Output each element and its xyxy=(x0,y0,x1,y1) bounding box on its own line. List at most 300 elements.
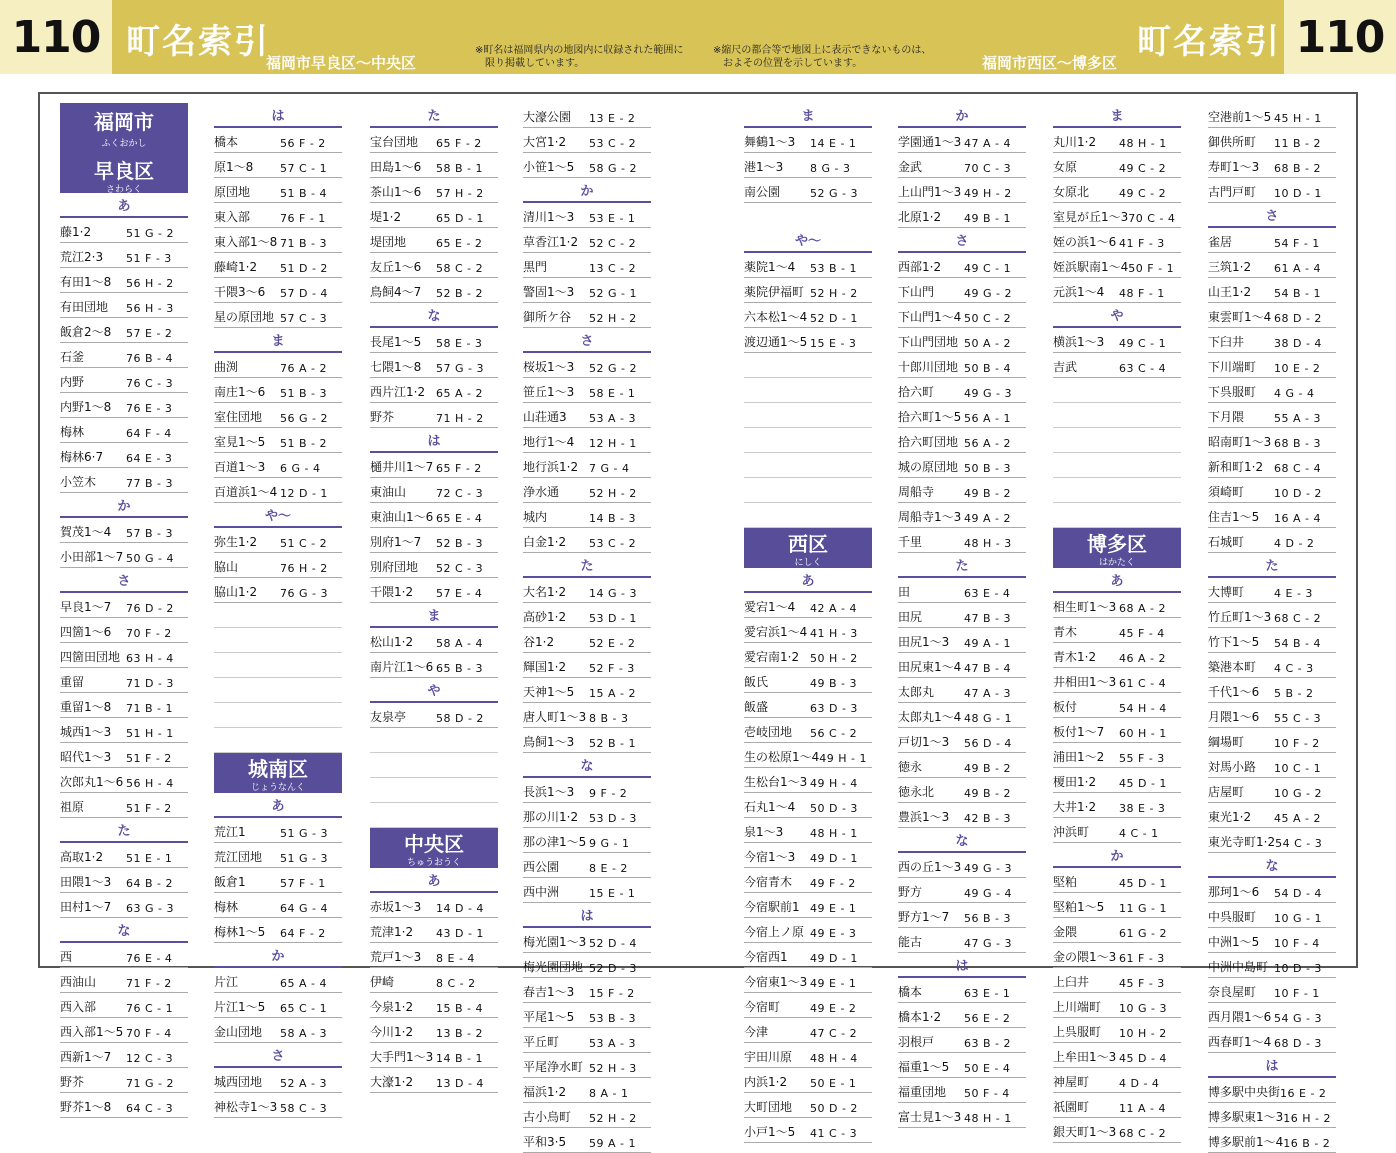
map-grid-ref: 4 E - 3 xyxy=(1274,587,1313,600)
town-name: 唐人町1〜3 xyxy=(523,710,587,724)
town-entry xyxy=(898,803,1026,828)
town-name: 西片江1·2 xyxy=(370,385,426,399)
town-name: 那の川1·2 xyxy=(523,810,579,824)
town-name: 西部1·2 xyxy=(898,260,942,274)
town-name: 金武 xyxy=(898,160,923,174)
town-name: 松山1·2 xyxy=(370,635,414,649)
kana-section-header: ま xyxy=(744,103,872,128)
kana-section-header: あ xyxy=(370,868,498,893)
map-grid-ref: 47 B - 3 xyxy=(964,612,1012,625)
map-grid-ref: 50 B - 4 xyxy=(964,362,1012,375)
ward-reading: ちゅうおうく xyxy=(406,858,461,868)
town-name: 拾六町団地 xyxy=(898,435,959,449)
town-name: 笹丘1〜3 xyxy=(523,385,575,399)
town-name: 堅粕 xyxy=(1053,875,1078,889)
town-entry xyxy=(370,353,498,378)
map-grid-ref: 45 A - 2 xyxy=(1274,812,1321,825)
map-grid-ref: 52 G - 3 xyxy=(810,187,858,200)
town-entry xyxy=(523,653,651,678)
town-entry xyxy=(1208,928,1336,953)
map-grid-ref: 45 F - 4 xyxy=(1119,627,1165,640)
town-entry xyxy=(370,1018,498,1043)
town-name: 那の津1〜5 xyxy=(523,835,587,849)
town-entry xyxy=(214,378,342,403)
town-name: 上臼井 xyxy=(1053,975,1090,989)
map-grid-ref: 49 H - 2 xyxy=(964,187,1012,200)
town-name: 能古 xyxy=(898,935,923,949)
blank-row xyxy=(1053,478,1181,503)
map-grid-ref: 57 C - 3 xyxy=(280,312,328,325)
town-entry xyxy=(370,653,498,678)
map-grid-ref: 68 C - 2 xyxy=(1119,1127,1167,1140)
map-grid-ref: 10 D - 2 xyxy=(1274,487,1322,500)
map-grid-ref: 76 E - 3 xyxy=(126,402,173,415)
town-entry xyxy=(370,553,498,578)
town-name: 東入部 xyxy=(214,210,251,224)
town-name: 山王1·2 xyxy=(1208,285,1252,299)
town-name: 千代1〜6 xyxy=(1208,685,1260,699)
town-entry xyxy=(214,253,342,278)
town-entry xyxy=(60,243,188,268)
town-name: 今川1·2 xyxy=(370,1025,414,1039)
town-entry xyxy=(523,228,651,253)
kana-section-header: さ xyxy=(1208,203,1336,228)
town-name: 弥生1·2 xyxy=(214,535,258,549)
town-entry xyxy=(370,993,498,1018)
town-entry xyxy=(214,453,342,478)
kana-section-header: さ xyxy=(898,228,1026,253)
town-name: 女原 xyxy=(1053,160,1078,174)
town-name: 青木 xyxy=(1053,625,1078,639)
town-entry xyxy=(60,1068,188,1093)
town-entry xyxy=(1053,1043,1181,1068)
index-column xyxy=(744,103,872,1143)
town-entry xyxy=(370,478,498,503)
map-grid-ref: 8 A - 1 xyxy=(589,1087,629,1100)
map-grid-ref: 53 A - 3 xyxy=(589,1037,636,1050)
map-grid-ref: 49 B - 2 xyxy=(964,487,1012,500)
map-grid-ref: 58 C - 2 xyxy=(436,262,484,275)
town-name: 東入部1〜8 xyxy=(214,235,278,249)
town-entry xyxy=(60,893,188,918)
town-entry xyxy=(1208,378,1336,403)
town-name: 石城町 xyxy=(1208,535,1245,549)
town-name: 博多駅中央街 xyxy=(1208,1085,1281,1099)
town-entry xyxy=(214,278,342,303)
town-entry xyxy=(523,428,651,453)
town-name: 拾六町1〜5 xyxy=(898,410,962,424)
town-name: 御所ケ谷 xyxy=(523,310,572,324)
town-name: 御供所町 xyxy=(1208,135,1257,149)
town-entry xyxy=(523,803,651,828)
town-entry xyxy=(898,978,1026,1003)
map-grid-ref: 16 E - 2 xyxy=(1280,1087,1327,1100)
town-entry xyxy=(744,668,872,693)
town-name: 黒門 xyxy=(523,260,548,274)
map-grid-ref: 15 A - 2 xyxy=(589,687,636,700)
town-entry xyxy=(523,103,651,128)
town-entry xyxy=(523,578,651,603)
town-entry xyxy=(60,218,188,243)
town-entry xyxy=(60,868,188,893)
town-entry xyxy=(60,1043,188,1068)
town-entry xyxy=(60,843,188,868)
page-number-right: 110 xyxy=(1284,0,1396,74)
town-entry xyxy=(744,993,872,1018)
town-name: 白金1·2 xyxy=(523,535,567,549)
blank-row xyxy=(744,453,872,478)
town-name: 谷1·2 xyxy=(523,635,555,649)
town-name: 金隈 xyxy=(1053,925,1078,939)
map-grid-ref: 64 C - 3 xyxy=(126,1102,174,1115)
map-grid-ref: 10 F - 2 xyxy=(1274,737,1320,750)
town-entry xyxy=(523,453,651,478)
town-entry xyxy=(60,768,188,793)
town-entry xyxy=(1208,728,1336,753)
town-name: 愛宕浜1〜4 xyxy=(744,625,808,639)
town-name: 青木1·2 xyxy=(1053,650,1097,664)
town-name: 拾六町 xyxy=(898,385,935,399)
town-name: 鳥飼1〜3 xyxy=(523,735,575,749)
ward-title-block xyxy=(60,103,188,155)
town-name: 橋本 xyxy=(898,985,923,999)
blank-row xyxy=(214,653,342,678)
town-name: 小笠木 xyxy=(60,475,97,489)
town-entry xyxy=(370,1043,498,1068)
map-grid-ref: 48 G - 1 xyxy=(964,712,1012,725)
map-grid-ref: 49 C - 1 xyxy=(1119,337,1167,350)
town-name: 梅林 xyxy=(60,425,85,439)
map-grid-ref: 72 C - 3 xyxy=(436,487,484,500)
kana-section-header: は xyxy=(523,903,651,928)
town-entry xyxy=(898,528,1026,553)
map-grid-ref: 45 H - 1 xyxy=(1274,112,1322,125)
town-entry xyxy=(744,1068,872,1093)
map-grid-ref: 57 G - 3 xyxy=(436,362,484,375)
map-grid-ref: 56 E - 2 xyxy=(964,1012,1011,1025)
map-grid-ref: 10 F - 1 xyxy=(1274,987,1320,1000)
town-entry xyxy=(214,303,342,328)
map-grid-ref: 38 D - 4 xyxy=(1274,337,1322,350)
town-name: 祇園町 xyxy=(1053,1100,1090,1114)
town-entry xyxy=(1208,178,1336,203)
town-name: 富士見1〜3 xyxy=(898,1110,962,1124)
town-name: 今宿西1 xyxy=(744,950,788,964)
map-grid-ref: 56 G - 2 xyxy=(280,412,328,425)
blank-row xyxy=(744,503,872,528)
town-name: 田 xyxy=(898,585,911,599)
town-entry xyxy=(1053,1093,1181,1118)
map-grid-ref: 49 H - 1 xyxy=(819,752,868,765)
blank-row xyxy=(1053,428,1181,453)
town-entry xyxy=(214,178,342,203)
town-name: 古小烏町 xyxy=(523,1110,572,1124)
map-grid-ref: 51 H - 1 xyxy=(126,727,174,740)
town-name: 飯氏 xyxy=(744,675,769,689)
town-name: 重留1〜8 xyxy=(60,700,112,714)
town-name: 野方 xyxy=(898,885,923,899)
map-grid-ref: 61 G - 2 xyxy=(1119,927,1167,940)
blank-row xyxy=(214,678,342,703)
kana-section-header: や〜 xyxy=(214,503,342,528)
map-grid-ref: 43 D - 1 xyxy=(436,927,484,940)
town-name: 月隈1〜6 xyxy=(1208,710,1260,724)
town-name: 樋井川1〜7 xyxy=(370,460,434,474)
town-name: 大名1·2 xyxy=(523,585,567,599)
map-grid-ref: 76 C - 1 xyxy=(126,1002,174,1015)
map-grid-ref: 53 B - 3 xyxy=(589,1012,637,1025)
town-name: 田村1〜7 xyxy=(60,900,112,914)
map-grid-ref: 52 B - 2 xyxy=(436,287,484,300)
town-entry xyxy=(1208,428,1336,453)
town-entry xyxy=(214,428,342,453)
map-grid-ref: 47 C - 2 xyxy=(810,1027,858,1040)
town-entry xyxy=(898,653,1026,678)
map-grid-ref: 11 B - 2 xyxy=(1274,137,1322,150)
town-entry xyxy=(898,778,1026,803)
town-name: 今宿駅前1 xyxy=(744,900,800,914)
map-grid-ref: 47 G - 3 xyxy=(964,937,1012,950)
town-entry xyxy=(1208,528,1336,553)
map-grid-ref: 15 E - 3 xyxy=(810,337,857,350)
town-entry xyxy=(744,843,872,868)
map-grid-ref: 71 B - 3 xyxy=(280,237,328,250)
ward-reading: はかたく xyxy=(1098,558,1135,568)
map-grid-ref: 12 C - 3 xyxy=(126,1052,174,1065)
ward-title-block xyxy=(370,828,498,868)
town-name: 荒江2·3 xyxy=(60,250,104,264)
town-entry xyxy=(1053,328,1181,353)
kana-section-header: か xyxy=(523,178,651,203)
map-grid-ref: 51 G - 2 xyxy=(126,227,174,240)
town-entry xyxy=(214,843,342,868)
town-name: 梅光園1〜3 xyxy=(523,935,587,949)
town-name: 高砂1·2 xyxy=(523,610,567,624)
town-entry xyxy=(744,128,872,153)
kana-section-header: は xyxy=(214,103,342,128)
town-name: 百道1〜3 xyxy=(214,460,266,474)
town-name: 戸切1〜3 xyxy=(898,735,950,749)
town-name: 赤坂1〜3 xyxy=(370,900,422,914)
town-entry xyxy=(370,968,498,993)
town-entry xyxy=(744,968,872,993)
blank-row xyxy=(744,478,872,503)
map-grid-ref: 49 H - 4 xyxy=(810,777,858,790)
town-name: 板付 xyxy=(1053,700,1078,714)
town-entry xyxy=(523,203,651,228)
town-name: 西入部1〜5 xyxy=(60,1025,124,1039)
town-entry xyxy=(523,878,651,903)
map-grid-ref: 61 A - 4 xyxy=(1274,262,1321,275)
town-name: 東光1·2 xyxy=(1208,810,1252,824)
town-entry xyxy=(898,153,1026,178)
town-name: 曲渕 xyxy=(214,360,239,374)
map-grid-ref: 52 C - 3 xyxy=(436,562,484,575)
town-entry xyxy=(898,203,1026,228)
town-name: 浄水通 xyxy=(523,485,560,499)
town-name: 北原1·2 xyxy=(898,210,942,224)
town-entry xyxy=(1208,403,1336,428)
map-grid-ref: 71 G - 2 xyxy=(126,1077,174,1090)
map-grid-ref: 49 C - 2 xyxy=(1119,187,1167,200)
town-name: 上山門1〜3 xyxy=(898,185,962,199)
town-entry xyxy=(214,553,342,578)
map-grid-ref: 70 C - 4 xyxy=(1128,212,1176,225)
town-name: 平丘町 xyxy=(523,1035,560,1049)
town-name: 石丸1〜4 xyxy=(744,800,796,814)
map-grid-ref: 15 E - 1 xyxy=(589,887,636,900)
town-entry xyxy=(744,768,872,793)
town-entry xyxy=(744,1018,872,1043)
kana-section-header: か xyxy=(898,103,1026,128)
map-grid-ref: 7 G - 4 xyxy=(589,462,630,475)
town-entry xyxy=(370,128,498,153)
town-name: 飯倉2〜8 xyxy=(60,325,112,339)
town-name: 地行浜1·2 xyxy=(523,460,579,474)
map-grid-ref: 47 B - 4 xyxy=(964,662,1012,675)
town-entry xyxy=(1208,653,1336,678)
map-grid-ref: 50 D - 2 xyxy=(810,1102,858,1115)
town-name: 中洲1〜5 xyxy=(1208,935,1260,949)
town-entry xyxy=(744,593,872,618)
map-grid-ref: 48 H - 1 xyxy=(810,827,858,840)
town-entry xyxy=(60,618,188,643)
kana-section-header: ま xyxy=(214,328,342,353)
town-entry xyxy=(1208,1128,1336,1153)
town-name: 周船寺1〜3 xyxy=(898,510,962,524)
town-entry xyxy=(1053,893,1181,918)
town-name: 横浜1〜3 xyxy=(1053,335,1105,349)
map-grid-ref: 45 D - 1 xyxy=(1119,777,1167,790)
town-name: 祖原 xyxy=(60,800,85,814)
town-entry xyxy=(1053,668,1181,693)
town-name: 平和3·5 xyxy=(523,1135,567,1149)
town-entry xyxy=(523,978,651,1003)
town-entry xyxy=(1053,1118,1181,1143)
map-grid-ref: 56 A - 2 xyxy=(964,437,1011,450)
map-grid-ref: 54 B - 4 xyxy=(1274,637,1322,650)
town-entry xyxy=(1053,693,1181,718)
map-grid-ref: 41 H - 3 xyxy=(810,627,858,640)
town-entry xyxy=(60,368,188,393)
town-entry xyxy=(898,303,1026,328)
map-grid-ref: 48 H - 3 xyxy=(964,537,1012,550)
town-name: 有田1〜8 xyxy=(60,275,112,289)
town-entry xyxy=(744,1043,872,1068)
map-grid-ref: 76 E - 4 xyxy=(126,952,173,965)
town-entry xyxy=(898,328,1026,353)
town-name: 今津 xyxy=(744,1025,769,1039)
town-entry xyxy=(898,903,1026,928)
map-grid-ref: 51 G - 3 xyxy=(280,852,328,865)
town-entry xyxy=(898,1028,1026,1053)
town-name: 六本松1〜4 xyxy=(744,310,808,324)
map-grid-ref: 51 B - 2 xyxy=(280,437,328,450)
town-entry xyxy=(898,928,1026,953)
map-grid-ref: 13 D - 4 xyxy=(436,1077,484,1090)
town-name: 住吉1〜5 xyxy=(1208,510,1260,524)
map-grid-ref: 53 D - 1 xyxy=(589,612,637,625)
town-entry xyxy=(744,278,872,303)
kana-section-header: た xyxy=(1208,553,1336,578)
map-grid-ref: 52 B - 3 xyxy=(436,537,484,550)
town-name: 田尻東1〜4 xyxy=(898,660,962,674)
town-name: 榎田1·2 xyxy=(1053,775,1097,789)
town-entry xyxy=(1053,353,1181,378)
map-grid-ref: 16 H - 2 xyxy=(1283,1112,1332,1125)
map-grid-ref: 76 D - 2 xyxy=(126,602,174,615)
town-name: 山荘通3 xyxy=(523,410,567,424)
town-entry xyxy=(370,253,498,278)
map-grid-ref: 50 G - 4 xyxy=(126,552,174,565)
kana-section-header: ま xyxy=(370,603,498,628)
town-entry xyxy=(744,868,872,893)
map-grid-ref: 63 D - 3 xyxy=(810,702,858,715)
map-grid-ref: 10 F - 4 xyxy=(1274,937,1320,950)
map-grid-ref: 49 E - 3 xyxy=(810,927,857,940)
town-name: 港1〜3 xyxy=(744,160,784,174)
map-grid-ref: 58 C - 3 xyxy=(280,1102,328,1115)
blank-row xyxy=(744,353,872,378)
map-grid-ref: 58 D - 2 xyxy=(436,712,484,725)
town-entry xyxy=(370,918,498,943)
town-name: 堤1·2 xyxy=(370,210,402,224)
map-grid-ref: 52 G - 1 xyxy=(589,287,637,300)
town-entry xyxy=(1053,178,1181,203)
map-grid-ref: 49 G - 2 xyxy=(964,287,1012,300)
town-name: 博多駅前1〜4 xyxy=(1208,1135,1284,1149)
map-grid-ref: 14 E - 1 xyxy=(810,137,857,150)
map-grid-ref: 49 B - 1 xyxy=(964,212,1012,225)
town-entry xyxy=(214,893,342,918)
town-entry xyxy=(60,643,188,668)
town-name: 干隈1·2 xyxy=(370,585,414,599)
town-entry xyxy=(744,178,872,203)
town-entry xyxy=(370,1068,498,1093)
town-name: 荒江1 xyxy=(214,825,246,839)
town-entry xyxy=(1208,1028,1336,1053)
town-entry xyxy=(523,678,651,703)
map-grid-ref: 71 B - 1 xyxy=(126,702,174,715)
map-grid-ref: 70 F - 4 xyxy=(126,1027,172,1040)
town-name: 吉武 xyxy=(1053,360,1078,374)
map-grid-ref: 52 H - 2 xyxy=(589,487,637,500)
town-entry xyxy=(214,578,342,603)
map-grid-ref: 48 H - 1 xyxy=(964,1112,1012,1125)
map-grid-ref: 71 D - 3 xyxy=(126,677,174,690)
index-column xyxy=(1053,103,1181,1143)
town-name: 今宿上ノ原 xyxy=(744,925,805,939)
town-name: 清川1〜3 xyxy=(523,210,575,224)
town-entry xyxy=(214,1018,342,1043)
map-grid-ref: 49 F - 2 xyxy=(810,877,856,890)
map-grid-ref: 4 C - 1 xyxy=(1119,827,1159,840)
town-name: 千里 xyxy=(898,535,923,549)
map-grid-ref: 56 C - 2 xyxy=(810,727,858,740)
town-name: 春吉1〜3 xyxy=(523,985,575,999)
town-name: 天神1〜5 xyxy=(523,685,575,699)
town-entry xyxy=(523,728,651,753)
page-number-left: 110 xyxy=(0,0,112,74)
map-grid-ref: 76 A - 2 xyxy=(280,362,327,375)
town-entry xyxy=(1208,228,1336,253)
town-entry xyxy=(898,178,1026,203)
town-name: 有田団地 xyxy=(60,300,109,314)
town-entry xyxy=(744,793,872,818)
blank-row xyxy=(1053,378,1181,403)
town-name: 野方1〜7 xyxy=(898,910,950,924)
town-entry xyxy=(60,318,188,343)
